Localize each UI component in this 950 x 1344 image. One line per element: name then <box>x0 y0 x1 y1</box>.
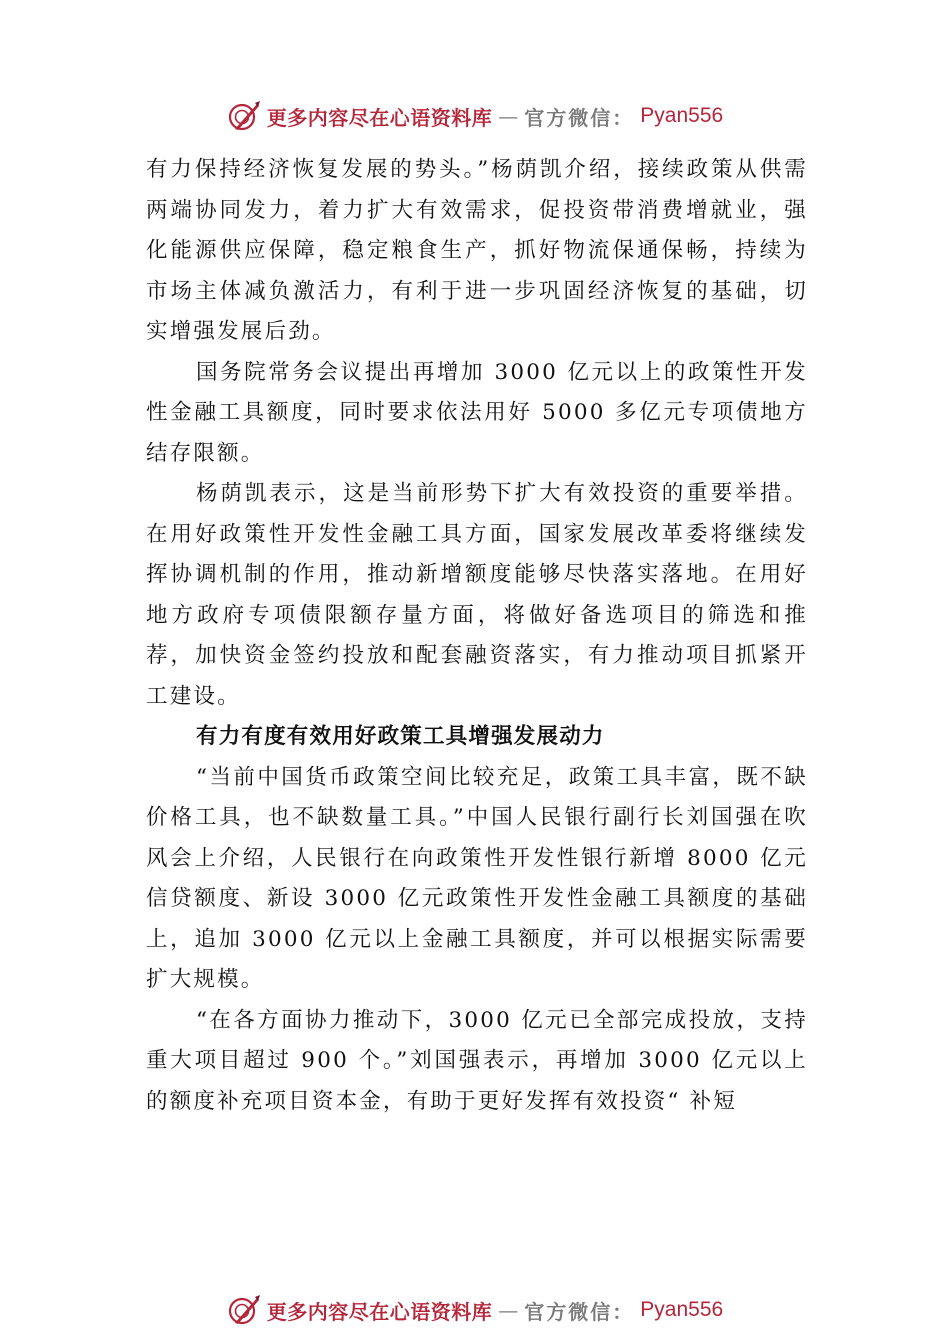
pen-logo-icon <box>227 1293 261 1327</box>
banner-wechat-label: 官方微信： <box>524 105 635 130</box>
paragraph-3: 杨荫凯表示，这是当前形势下扩大有效投资的重要举措。在用好政策性开发性金融工具方面，国家发展改革委将继续发挥协调机制的作用，推动新增额度能够尽快落实落地。在用好地方政府专项债限额存量方面，将做好备选项目的筛选和推荐，加快资金签约投放和配套融资落实，有力推动项目抓紧开工建设。 <box>146 481 808 709</box>
footer-dash: — <box>498 1298 519 1322</box>
banner-dash: — <box>498 104 519 128</box>
banner-wechat-id: Pyan556 <box>640 104 724 127</box>
banner-main-text: 更多内容尽在心语资料库 <box>266 105 493 130</box>
footer-banner <box>0 1290 950 1330</box>
footer-main-text: 更多内容尽在心语资料库 <box>266 1299 493 1324</box>
paragraph-5: “在各方面协力推动下，3000 亿元已全部完成投放，支持重大项目超过 900 个。”刘国强表示，再增加 3000 亿元以上的额度补充项目资本金，有助于更好发挥有效投资“ 补短 <box>146 1007 808 1114</box>
pen-logo-icon <box>227 99 261 133</box>
footer-wechat-label: 官方微信： <box>524 1299 635 1324</box>
footer-wechat-id: Pyan556 <box>640 1298 724 1321</box>
header-banner <box>0 96 950 136</box>
paragraph-1: 有力保持经济恢复发展的势头。”杨荫凯介绍，接续政策从供需两端协同发力，着力扩大有效需求，促投资带消费增就业，强化能源供应保障，稳定粮食生产，抓好物流保通保畅，持续为市场主体减负激活力，有利于进一步巩固经济恢复的基础，切实增强发展后劲。 <box>146 157 808 344</box>
paragraph-2: 国务院常务会议提出再增加 3000 亿元以上的政策性开发性金融工具额度，同时要求依法用好 5000 多亿元专项债地方结存限额。 <box>146 359 808 466</box>
paragraph-4: “当前中国货币政策空间比较充足，政策工具丰富，既不缺价格工具，也不缺数量工具。”中国人民银行副行长刘国强在吹风会上介绍，人民银行在向政策性开发性银行新增 8000 亿元信贷额度、新设 3000 亿元政策性开发性金融工具额度的基础上，追加 3000 亿元以上金融工具额度，并可以根据实际需要扩大规模。 <box>146 764 808 992</box>
section-heading: 有力有度有效用好政策工具增强发展动力 <box>196 724 605 749</box>
document-body <box>146 150 808 1122</box>
